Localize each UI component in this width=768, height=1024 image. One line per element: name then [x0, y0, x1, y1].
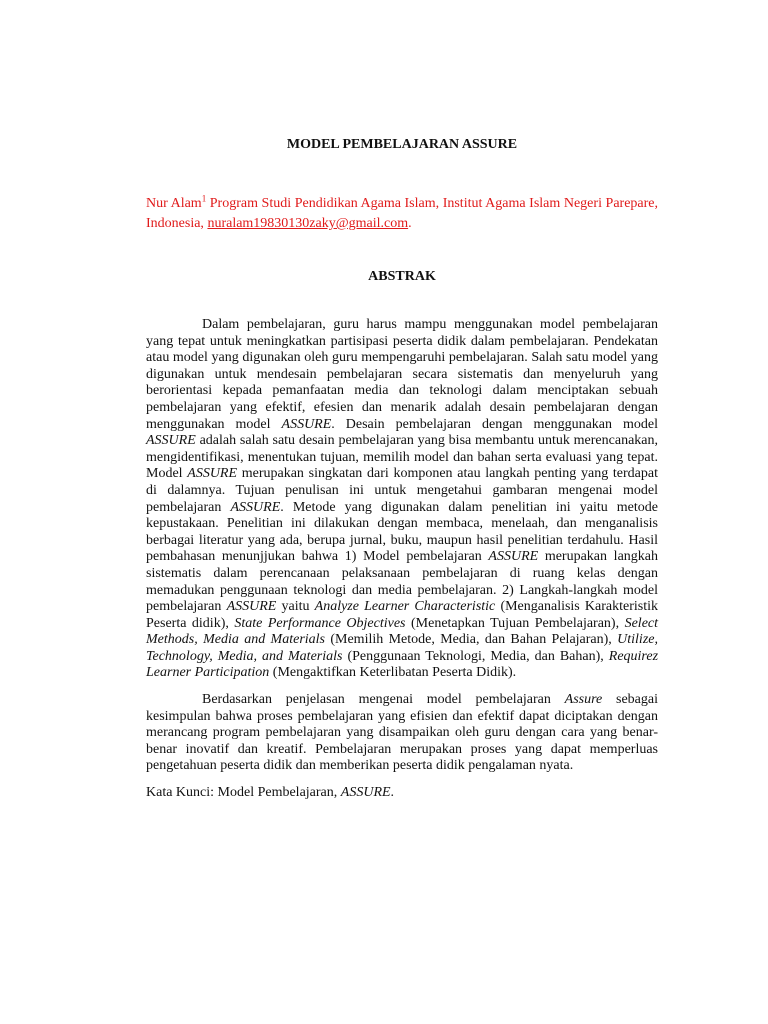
- italic-term: ASSURE: [230, 499, 281, 515]
- text-run: merupakan langkah sistematis dalam perencanaan pelaksanaan pembelajaran di ruang kelas dengan memadukan penggunaan teknologi dan media pembelajaran. 2) Langkah-langkah model pembelajaran: [146, 549, 658, 615]
- text-run: merupakan singkatan dari komponen atau langkah penting yang terdapat di dalamnya. Tujuan penulisan ini untuk mengetahui gambaran mengenai model pembelajaran: [146, 466, 658, 515]
- text-run: (Menetapkan Tujuan Pembelajaran),: [405, 615, 625, 631]
- abstract-body: [146, 317, 658, 802]
- text-run: yaitu: [276, 599, 315, 615]
- abstract-paragraph-2: [146, 692, 658, 775]
- keywords-value: ASSURE: [340, 785, 391, 801]
- italic-term: ASSURE: [146, 433, 196, 449]
- author-superscript: 1: [201, 193, 207, 204]
- italic-term: Assure: [564, 692, 603, 708]
- text-run: . Metode yang digunakan dalam penelitian ini yaitu metode kepustakaan. Penelitian ini dilakukan dengan membaca, menelaah, dan menganalisis berbagai literatur yang ada, berupa jurnal, buku, maupun hasil penelitian terdahulu. Hasil pembahasan menunjjukan bahwa 1) Model pembelajaran: [146, 499, 659, 565]
- text-run: sebagai kesimpulan bahwa proses pembelajaran yang efisien dan efektif dapat diciptakan dengan merancang program pembelajaran yang disampaikan oleh guru dengan cara yang benar-benar inovatif dan kreatif. Pembelajaran merupakan proses yang dapat memperluas pengetahuan peserta didik dan memberikan peserta didik pengalaman nyata.: [146, 692, 658, 774]
- italic-term: Select Methods, Media and Materials: [146, 615, 659, 648]
- keywords-line: [146, 785, 658, 802]
- author-block: [146, 194, 658, 234]
- text-run: (Memilih Metode, Media, dan Bahan Pelajaran),: [325, 632, 618, 648]
- italic-term: ASSURE: [187, 466, 238, 482]
- keywords-label: Kata Kunci: Model Pembelajaran,: [146, 785, 341, 801]
- text-run: (Mengaktifkan Keterlibatan Peserta Didik).: [269, 665, 517, 681]
- author-name: Nur Alam: [146, 196, 202, 211]
- text-run: (Penggunaan Teknologi, Media, dan Bahan),: [342, 648, 609, 664]
- abstract-paragraph-1: [146, 317, 658, 682]
- text-run: adalah salah satu desain pembelajaran yang bisa membantu untuk merencanakan, mengidentifikasi, menentukan tujuan, memilih model dan bahan serta evaluasi yang tepat. Model: [146, 433, 658, 482]
- author-trailing: .: [408, 216, 412, 231]
- text-run: . Desain pembelajaran dengan menggunakan model: [331, 416, 658, 432]
- text-run: Berdasarkan penjelasan mengenai model pembelajaran: [202, 692, 565, 708]
- document-title: MODEL PEMBELAJARAN ASSURE: [286, 137, 518, 152]
- text-run: Dalam pembelajaran, guru harus mampu menggunakan model pembelajaran yang tepat untuk meningkatkan partisipasi peserta didik dalam pembelajaran. Pendekatan atau model yang digunakan oleh guru mempengaruhi pembelajaran. Salah satu model yang digunakan untuk mendesain pembelajaran secara sistematis dan menyeluruh yang berorientasi kepada pemanfaatan media dan teknologi dalam menciptakan sebuah pembelajaran yang efektif, efesien dan menarik adalah desain pembelajaran dengan menggunakan model: [146, 317, 658, 432]
- author-email-link[interactable]: nuralam19830130zaky@gmail.com: [207, 216, 409, 231]
- italic-term: Analyze Learner Characteristic: [314, 599, 496, 615]
- text-run: (Menganalisis Karakteristik Peserta didik),: [146, 599, 658, 631]
- italic-term: Requirez Learner Participation: [146, 648, 659, 681]
- keywords-trailing: .: [390, 785, 395, 801]
- italic-term: State Performance Objectives: [234, 615, 406, 631]
- author-affiliation: Program Studi Pendidikan Agama Islam, Institut Agama Islam Negeri Parepare, Indonesia,: [146, 196, 658, 231]
- abstract-heading: ABSTRAK: [368, 269, 436, 284]
- italic-term: ASSURE: [488, 549, 539, 565]
- italic-term: Utilize, Technology, Media, and Materials: [146, 632, 658, 664]
- italic-term: ASSURE: [226, 599, 277, 615]
- italic-term: ASSURE: [281, 416, 332, 432]
